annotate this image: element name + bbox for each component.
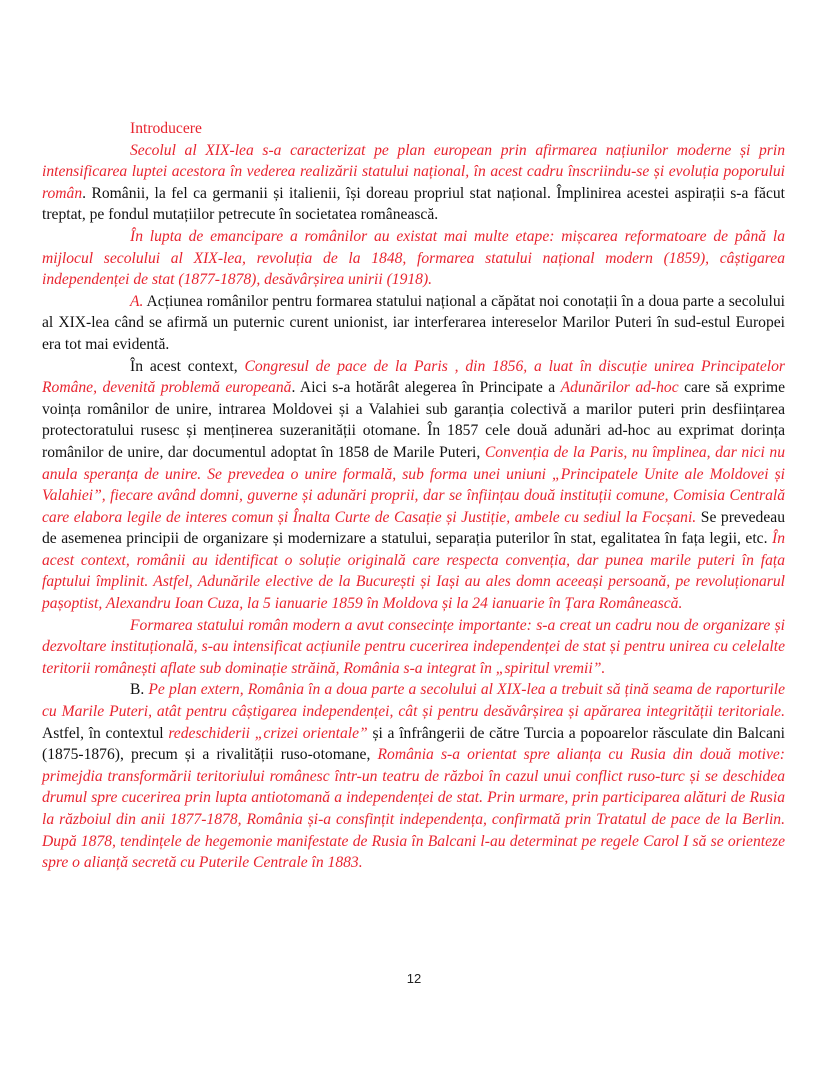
paragraph-section-a bbox=[42, 291, 785, 356]
emphasis-text: Adunărilor ad-hoc bbox=[560, 379, 679, 397]
paragraph-section-b bbox=[42, 679, 785, 873]
emphasis-text: Secolul al XIX-lea s-a caracterizat pe plan european prin afirmarea națiunilor moderne și prin intensificarea luptei acestora în vederea realizării statului național, în acest cadru înscriindu-se și evoluția poporului român bbox=[42, 141, 785, 202]
body-text: . Aici s-a hotărât alegerea în Principate a bbox=[291, 379, 561, 397]
emphasis-text: În acest context, românii au identificat o soluție originală care respecta convenția, dar punea marile puteri în fața faptului împlinit. Astfel, Adunările elective de la București și Iași au ales domn aceeași persoană, pe revoluționarul pașoptist, Alexandru Ioan Cuza, la 5 ianuarie 1859 în Moldova și la 24 ianuarie în Țara Românească. bbox=[42, 530, 785, 613]
body-text: În acest context, bbox=[130, 357, 245, 375]
body-text: care să exprime voința românilor de unire, intrarea Moldovei și a Valahiei sub garanția colectivă a marilor puteri prin desființarea protectoratului rusesc și menținerea suzeranității otomane. În 1857 cele două adunări ad-hoc au exprimat dorința românilor de unire, dar documentul adoptat în 1858 de Marile Puteri, bbox=[42, 379, 785, 461]
emphasis-text: redeschiderii „crizei orientale” bbox=[168, 724, 368, 742]
body-text: . Românii, la fel ca germanii și italienii, își doreau propriul stat național. Împlinirea acestei aspirații s-a făcut treptat, pe fondul mutațiilor petrecute în societatea românească. bbox=[42, 184, 785, 224]
emphasis-text: În lupta de emancipare a românilor au existat mai multe etape: mișcarea reformatoare de până la mijlocul secolului al XIX-lea, revoluția de la 1848, formarea statului național modern (1859), câștigarea independenței de stat (1877-1878), desăvârșirea unirii (1918). bbox=[42, 227, 785, 289]
paragraph-paris-congress bbox=[42, 356, 785, 615]
emphasis-text: Convenția de la Paris, nu împlinea, dar nici nu anula speranța de unire. Se prevedea o unire formală, sub forma unei uniuni „Principatele Unite ale Moldovei și Valahiei”, fiecare având domni, guverne și adunări proprii, dar se înființau două instituții comune, Comisia Centrală care elabora legile de interes comun și Înalta Curte de Casație și Justiție, ambele cu sediul la Focșani. bbox=[42, 443, 785, 526]
emphasis-text: Formarea statului român modern a avut consecințe importante: s-a creat un cadru nou de organizare și dezvoltare instituțională, s-au intensificat acțiunile pentru cucerirea independenței de stat și pentru unirea cu celelalte teritorii românești aflate sub dominație străină, România s-a integrat în „spiritul vremii”. bbox=[42, 616, 785, 677]
section-heading: Introducere bbox=[130, 120, 202, 137]
body-text: Astfel, în contextul bbox=[42, 724, 169, 742]
paragraph-consequences bbox=[42, 615, 785, 680]
body-text: Se prevedeau de asemenea principii de organizare și modernizare a statului, separația puterilor în stat, egalitatea în fața legii, etc. bbox=[42, 508, 785, 548]
body-text: și a înfrângerii de către Turcia a popoarelor răsculate din Balcani (1875-1876), precum și a rivalității ruso-otomane, bbox=[42, 724, 786, 764]
page-number: 12 bbox=[406, 971, 422, 986]
paragraph-intro bbox=[42, 140, 785, 226]
emphasis-text: Congresul de pace de la Paris , din 1856, a luat în discuție unirea Principatelor Române, devenită problemă europeană bbox=[42, 357, 785, 397]
body-text: Acțiunea românilor pentru formarea statului național a căpătat noi conotații în a doua parte a secolului al XIX-lea când se afirmă un puternic curent unionist, iar interferarea intereselor Marilor Puteri în sud-estul Europei era tot mai evidentă. bbox=[42, 292, 785, 353]
paragraph-stages bbox=[42, 226, 785, 291]
emphasis-text: Pe plan extern, România în a doua parte a secolului al XIX-lea a trebuit să țină seama de raporturile cu Marile Puteri, atât pentru câștigarea independenței, cât și pentru desăvârșirea și apărarea integrității teritoriale. bbox=[42, 681, 786, 721]
section-marker-b: B. bbox=[130, 681, 149, 699]
section-marker-a: A. bbox=[130, 292, 144, 310]
document-page bbox=[42, 118, 785, 874]
emphasis-text: România s-a orientat spre alianța cu Rusia din două motive: primejdia transformării teritoriului românesc într-un teatru de război în cazul unui conflict ruso-turc și se deschidea drumul spre cucerirea prin lupta antiotomană a independenței de stat. Prin urmare, prin participarea alături de Rusia la războiul din anii 1877-1878, România și-a consfințit independența, confirmată prin Tratatul de pace de la Berlin. După 1878, tendințele de hegemonie manifestate de Rusia în Balcani l-au determinat pe regele Carol I să se orienteze spre o alianță secretă cu Puterile Centrale în 1883. bbox=[42, 746, 785, 872]
